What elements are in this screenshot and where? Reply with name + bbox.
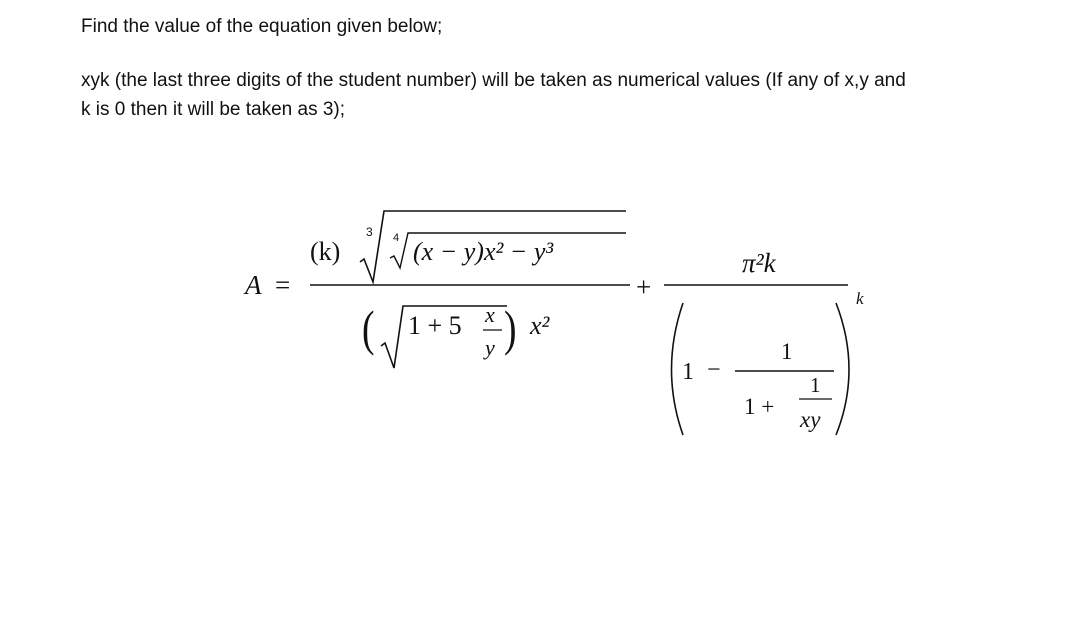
radicand: (x − y)x² − y³ xyxy=(413,237,554,266)
inner-numerator: 1 xyxy=(810,373,821,397)
denominator-prefix: 1 + 5 xyxy=(408,311,462,340)
fourth-root-index: 4 xyxy=(393,232,400,244)
condition-line-2: k is 0 then it will be taken as 3); xyxy=(81,99,346,120)
condition-line-1: xyk (the last three digits of the student number) will be taken as numerical values (If any of x,y and xyxy=(81,70,906,91)
middle-numerator: 1 xyxy=(781,339,793,364)
right-paren: ) xyxy=(504,300,517,357)
big-right-paren xyxy=(836,303,849,435)
instruction-text: Find the value of the equation given below; xyxy=(81,16,443,37)
coefficient-k: (k) xyxy=(310,237,341,266)
fraction-y: y xyxy=(485,335,495,360)
left-paren: ( xyxy=(362,300,375,357)
fraction-x: x xyxy=(485,302,495,327)
pi-squared-k: π²k xyxy=(742,248,776,278)
x-squared: x² xyxy=(530,311,550,340)
one: 1 xyxy=(682,359,694,385)
minus-sign: − xyxy=(707,357,721,383)
exponent-k: k xyxy=(856,289,864,308)
inner-prefix: 1 + xyxy=(744,394,775,419)
lhs-variable: A xyxy=(245,270,262,300)
cube-root-index: 3 xyxy=(366,225,373,239)
equals-sign: = xyxy=(275,270,291,300)
plus-sign: + xyxy=(636,272,652,302)
xy-denominator: xy xyxy=(800,407,821,432)
